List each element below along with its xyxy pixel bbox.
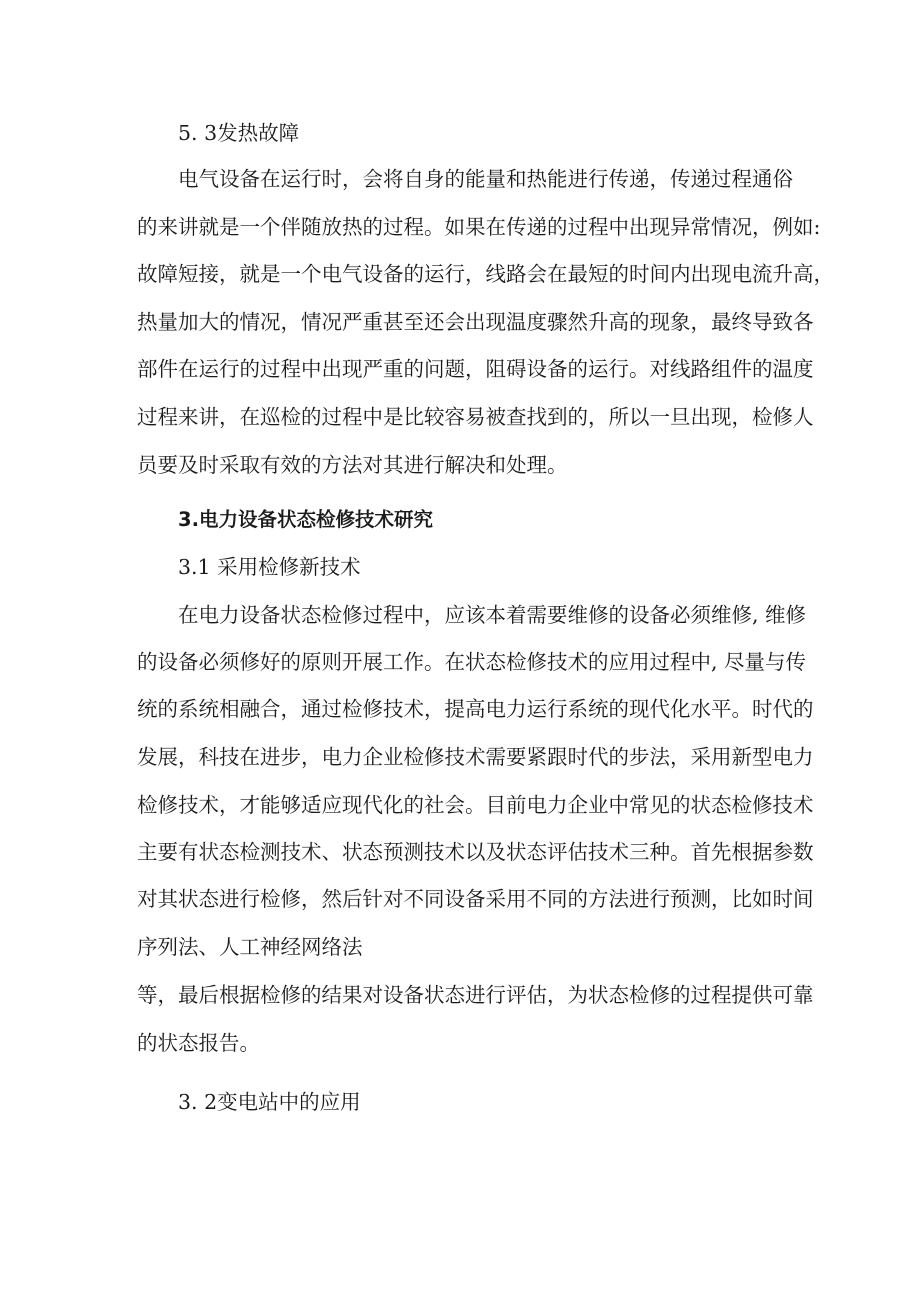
section-heading-5-3: 5. 3发热故障 [178, 121, 300, 145]
paragraph-line: 员要及时采取有效的方法对其进行解决和处理。 [137, 453, 568, 477]
paragraph-line: 的状态报告。 [137, 1031, 260, 1055]
paragraph-line: 部件在运行的过程中出现严重的问题，阻碍设备的运行。对线路组件的温度 [137, 357, 814, 381]
paragraph-line: 等，最后根据检修的结果对设备状态进行评估，为状态检修的过程提供可靠 [137, 983, 814, 1007]
paragraph-line: 序列法、人工神经网络法 [137, 935, 363, 959]
section-heading-3: 3.电力设备状态检修技术研究 [178, 508, 433, 531]
section-heading-3-1: 3.1 采用检修新技术 [178, 555, 361, 579]
paragraph-line: 的设备必须修好的原则开展工作。在状态检修技术的应用过程中, 尽量与传 [137, 650, 807, 674]
paragraph-line: 过程来讲，在巡检的过程中是比较容易被查找到的，所以一旦出现，检修人 [137, 405, 814, 429]
section-heading-3-2: 3. 2变电站中的应用 [178, 1090, 361, 1114]
paragraph-line: 的来讲就是一个伴随放热的过程。如果在传递的过程中出现异常情况，例如: [137, 215, 821, 239]
paragraph-line: 发展，科技在进步，电力企业检修技术需要紧跟时代的步法，采用新型电力 [137, 745, 814, 769]
paragraph-line: 热量加大的情况，情况严重甚至还会出现温度骤然升高的现象，最终导致各 [137, 310, 814, 334]
paragraph-line: 电气设备在运行时，会将自身的能量和热能进行传递，传递过程通俗 [178, 167, 793, 191]
paragraph-line: 对其状态进行检修，然后针对不同设备采用不同的方法进行预测，比如时间 [137, 887, 814, 911]
paragraph-line: 主要有状态检测技术、状态预测技术以及状态评估技术三种。首先根据参数 [137, 840, 814, 864]
paragraph-line: 故障短接，就是一个电气设备的运行，线路会在最短的时间内出现电流升高， [137, 262, 834, 286]
paragraph-line: 检修技术，才能够适应现代化的社会。目前电力企业中常见的状态检修技术 [137, 793, 814, 817]
paragraph-line: 在电力设备状态检修过程中，应该本着需要维修的设备必须维修, 维修 [178, 603, 807, 627]
paragraph-line: 统的系统相融合，通过检修技术，提高电力运行系统的现代化水平。时代的 [137, 697, 814, 721]
